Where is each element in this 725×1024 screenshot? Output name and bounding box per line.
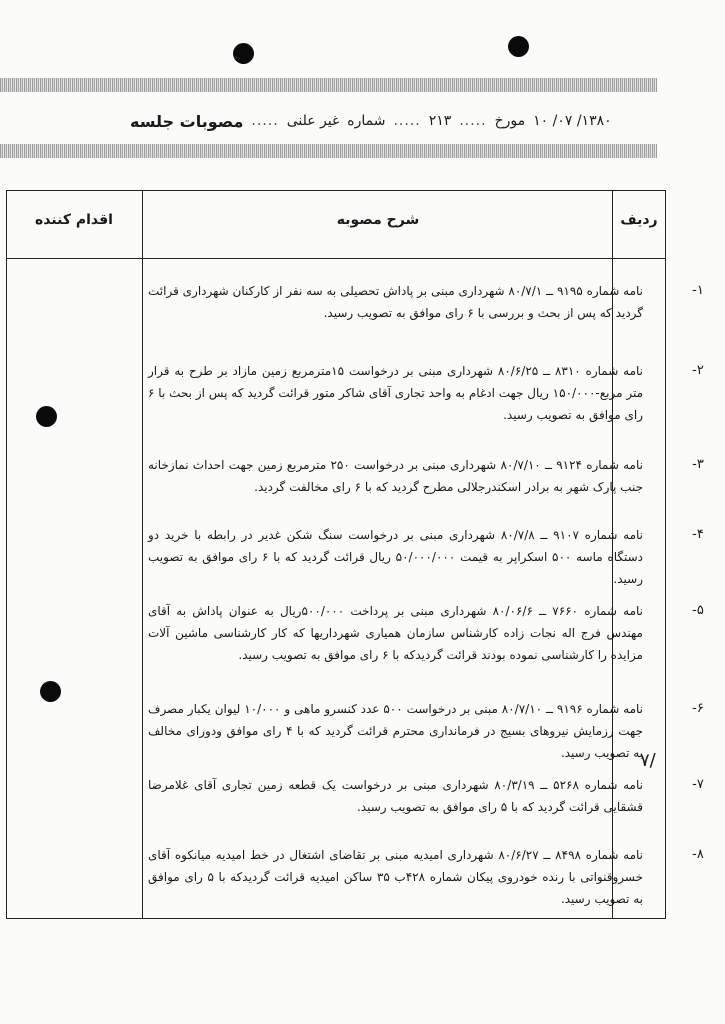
punch-hole <box>233 43 254 64</box>
table-top-border <box>6 190 666 191</box>
session-date: ۱۳۸۰/ ۰۷/ ۱۰ <box>533 113 612 129</box>
session-number: ۲۱۳ <box>428 113 452 129</box>
item-number: -۶ <box>692 701 704 716</box>
column-divider-action <box>142 190 143 918</box>
item-text: نامه شماره ۵۲۶۸ ــ ۸۰/۳/۱۹ شهرداری مبنی بر درخواست یک قطعه زمین تجاری آقای غلامرضا قشقایی قرائت گردید که با ۵ رای موافق به تصویب رسید. <box>148 778 643 814</box>
table-left-border <box>6 190 7 918</box>
header-title: مصوبات جلسه <box>130 111 244 131</box>
number-label: شماره <box>347 113 386 129</box>
item-number: -۱ <box>692 283 704 298</box>
header-band-bottom <box>0 144 657 158</box>
item-number: -۴ <box>692 527 704 542</box>
list-item <box>148 360 704 446</box>
item-text: نامه شماره ۹۱۹۵ ــ ۸۰/۷/۱ شهرداری مبنی بر پاداش تحصیلی به سه نفر از کارکنان شهرداری قرائت گردید که پس از بحث و بررسی با ۶ رای موافق به تصویب رسید. <box>148 284 643 320</box>
list-item <box>148 524 704 592</box>
session-type: غیر علنی <box>286 113 340 129</box>
list-item <box>148 774 704 836</box>
item-text: نامه شماره ۹۱۲۴ ــ ۸۰/۷/۱۰ شهرداری مبنی بر درخواست ۲۵۰ مترمربع زمین جهت احداث نمازخانه جنب پارک شهر به برادر اسکندرجلالی مطرح گردید که با ۶ رای مخالفت گردید. <box>148 458 643 494</box>
column-header-row: ردیف <box>620 212 658 228</box>
list-item <box>148 600 704 690</box>
list-item <box>148 844 704 914</box>
punch-hole <box>40 681 61 702</box>
item-text: نامه شماره ۸۳۱۰ ــ ۸۰/۶/۲۵ شهرداری مبنی بر درخواست ۱۵مترمربع زمین مازاد بر طرح به قرار متر مربع-۱۵۰/۰۰۰ ریال جهت ادغام به واحد تجاری آقای شاکر متور قرائت گردید که پس از بحث با ۶ رای موافق به تصویب رسید. <box>148 364 644 422</box>
item-number: -۷ <box>692 777 704 792</box>
item-text: نامه شماره ۷۶۶۰ ــ ۸۰/۰۶/۶ شهرداری مبنی بر پرداخت ۵۰۰/۰۰۰ریال به عنوان پاداش به آقای مهندس فرج اله نجات زاده کارشناس سازمان همیاری شهرداریها که کار کارشناسی ماشین آلات مزایده را کارشناسی نموده بودند قرائت گردیدکه با ۶ رای موافق به تصویب رسید. <box>148 604 644 662</box>
handwritten-margin-mark: ۷/ <box>640 750 656 771</box>
item-number: -۳ <box>692 457 704 472</box>
list-item <box>148 698 704 766</box>
item-number: -۵ <box>692 603 704 618</box>
table-right-border <box>665 190 666 918</box>
item-text: نامه شماره ۹۱۰۷ ــ ۸۰/۷/۸ شهرداری مبنی بر درخواست سنگ شکن غدیر در رابطه با خرید دو دستگاه ماسه ۵۰۰ اسکراپر به قیمت ۵۰/۰۰۰/۰۰۰ ریال قرائت گردید که با ۶ رای موافق به تصویب رسید. <box>148 528 644 586</box>
date-label: مورخ <box>494 113 526 129</box>
punch-hole <box>508 36 529 57</box>
item-text: نامه شماره ۹۱۹۶ ــ ۸۰/۷/۱۰ مبنی بر درخواست ۵۰۰ عدد کنسرو ماهی و ۱۰/۰۰۰ لیوان یکبار مصرف جهت رزمایش نیروهای بسیج در فرمانداری محترم قرائت گردید که با ۴ رای موافق ودورای مخالف به تصویب رسید. <box>148 702 643 760</box>
list-item <box>148 454 704 516</box>
item-text: نامه شماره ۸۴۹۸ ــ ۸۰/۶/۲۷ شهرداری امیدیه مبنی بر تقاضای اشتغال در خط امیدیه میانکوه آقای خسروقنواتی با رنده خودروی پیکان شماره ۴۲۸ب ۳۵ ساکن امیدیه قرائت گردیدکه با ۵ رای موافق به تصویب رسید. <box>148 848 644 906</box>
list-item <box>148 280 704 352</box>
resolutions-list <box>148 280 704 922</box>
item-number: -۸ <box>692 847 704 862</box>
column-header-action: اقدام کننده <box>35 212 113 228</box>
document-header: مصوبات جلسه ..... غیر علنی شماره ..... ۲۱۳ ..... مورخ ۱۳۸۰/ ۰۷/ ۱۰ <box>130 111 612 131</box>
column-header-description: شرح مصوبه <box>336 212 420 228</box>
header-band-top <box>0 78 657 92</box>
table-header-divider <box>6 258 666 259</box>
item-number: -۲ <box>692 363 704 378</box>
punch-hole <box>36 406 57 427</box>
